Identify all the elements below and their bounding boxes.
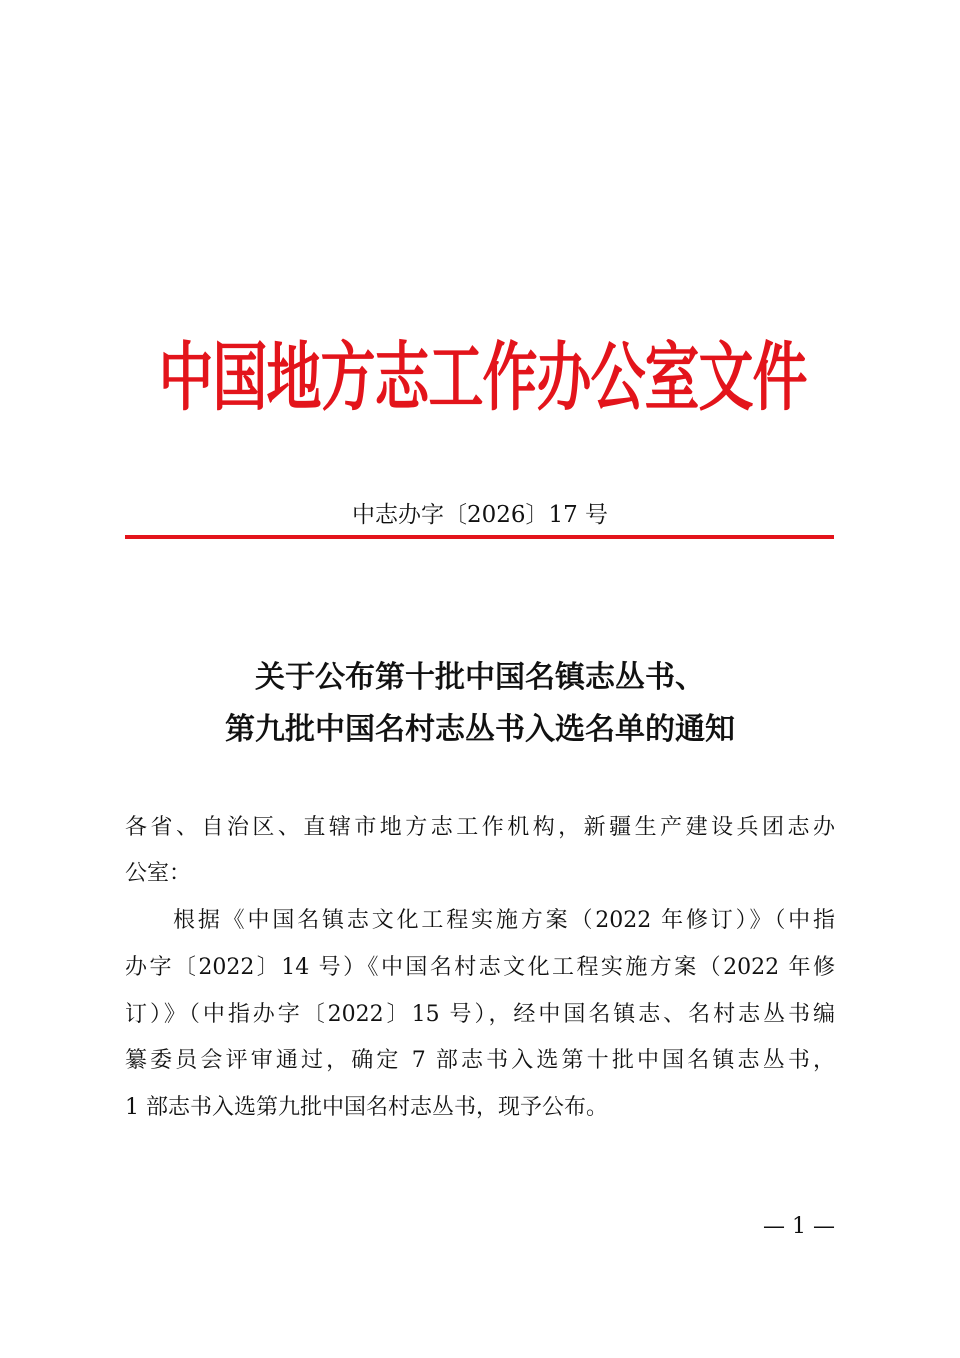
body-line: 各省、自治区、直辖市地方志工作机构，新疆生产建设兵团志办 [125,815,835,840]
notice-title-line-2: 第九批中国名村志丛书入选名单的通知 [225,712,735,747]
page-number: — 1 — [763,1214,835,1239]
body-line: 办字〔2022〕14 号）《中国名村志文化工程实施方案（2022 年修 [125,955,835,980]
notice-title-line-1: 关于公布第十批中国名镇志丛书、 [255,660,705,695]
document-number: 中志办字〔2026〕17 号 [351,502,609,528]
body-line: 1 部志书入选第九批中国名村志丛书，现予公布。 [125,1095,608,1120]
document-org-title: 中国地方志工作办公室文件 [158,334,807,421]
body-line: 订）》（中指办字〔2022〕15 号），经中国名镇志、名村志丛书编 [125,1002,835,1027]
body-line: 根据《中国名镇志文化工程实施方案（2022 年修订）》（中指 [173,908,835,933]
body-line: 公室： [125,861,192,886]
red-divider [125,535,834,539]
body-line: 纂委员会评审通过，确定 7 部志书入选第十批中国名镇志丛书， [125,1048,835,1073]
